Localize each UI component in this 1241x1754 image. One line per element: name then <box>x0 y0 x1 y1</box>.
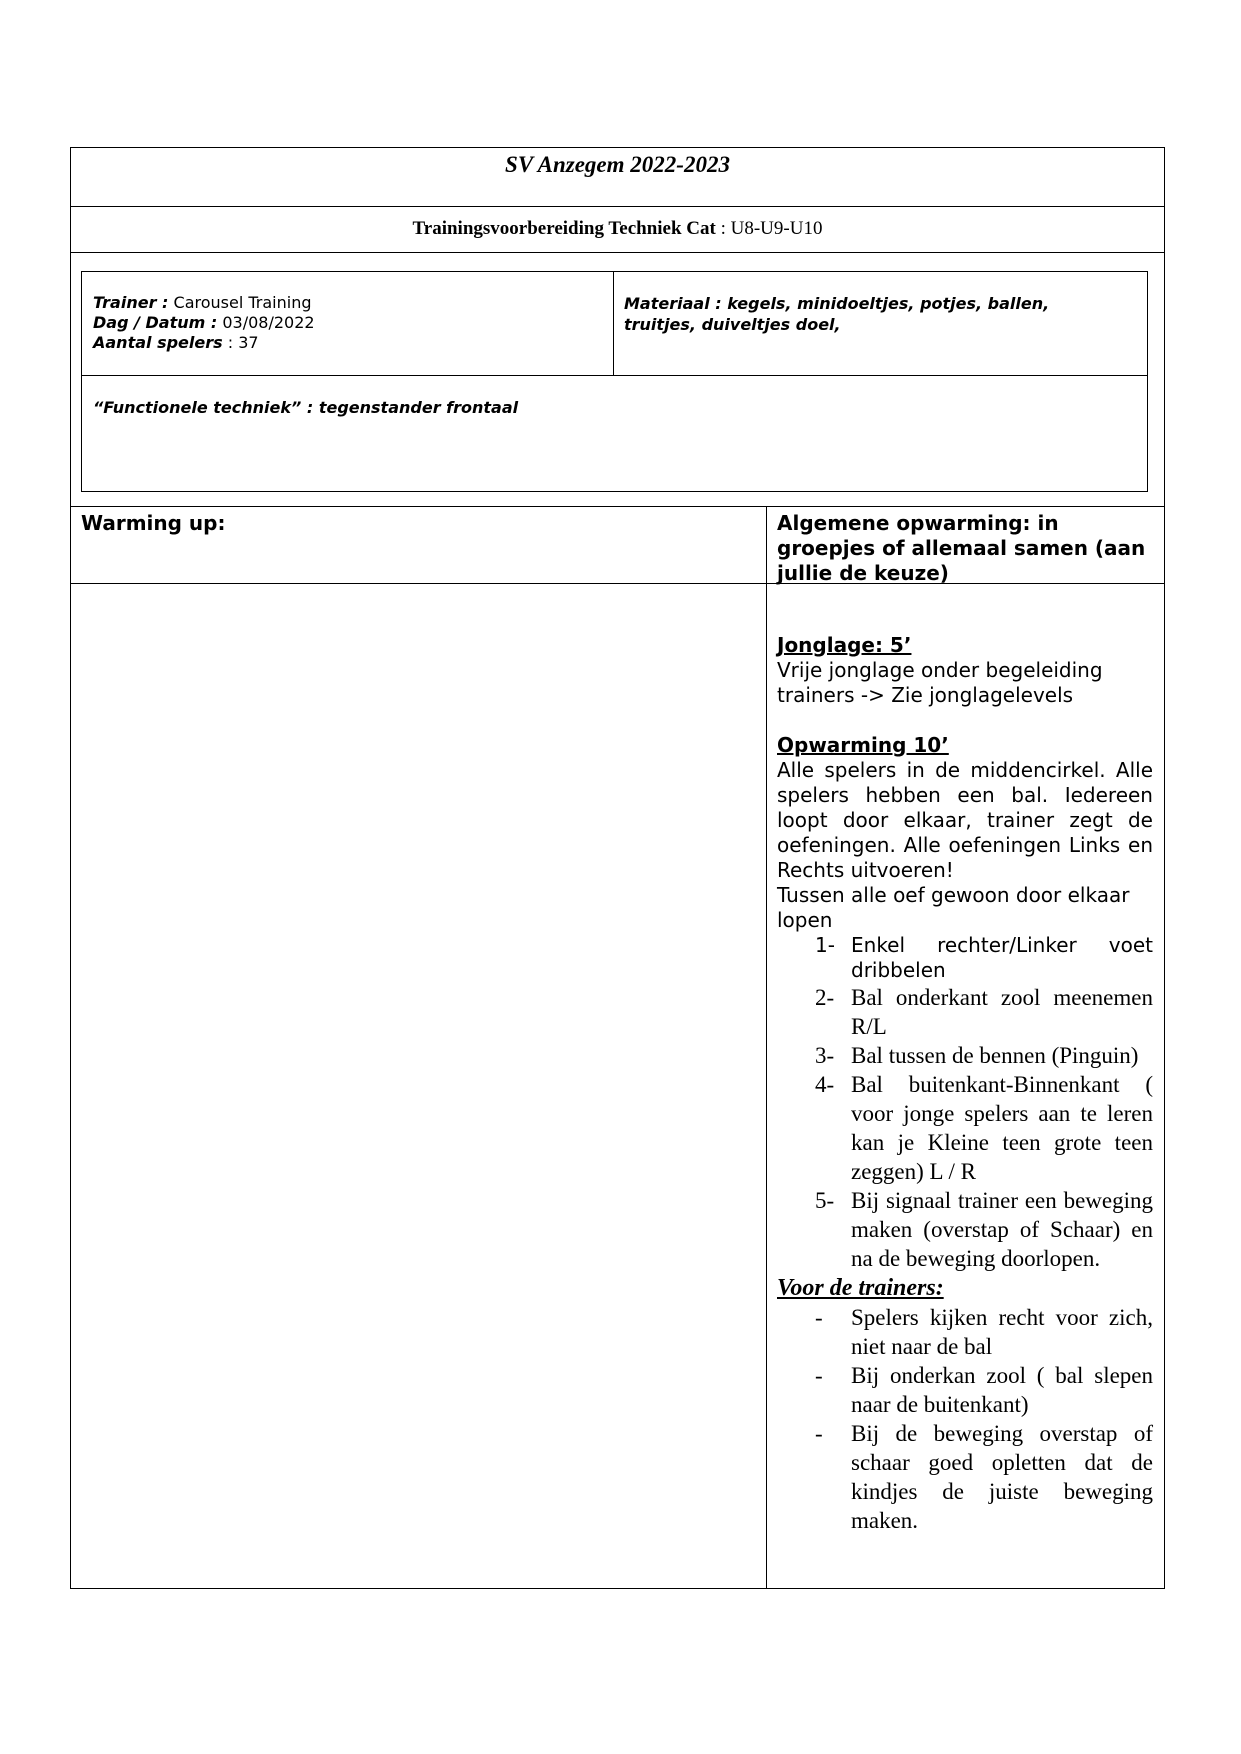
between-text: Tussen alle oef gewoon door elkaar lopen <box>777 883 1130 932</box>
divider <box>71 583 1164 584</box>
list-item <box>777 983 1153 1041</box>
material-text: Materiaal : kegels, minidoeltjes, potjes, ballen, truitjes, duiveltjes doel, <box>624 294 1050 334</box>
list-text: Spelers kijken recht voor zich, niet naar de bal <box>851 1305 1153 1359</box>
list-item <box>777 1303 1153 1361</box>
general-warmup-heading: Algemene opwarming: in groepjes of allemaal samen (aan jullie de keuze) <box>777 511 1146 585</box>
trainer-label: Trainer : <box>93 293 169 312</box>
document-title: SV Anzegem 2022-2023 <box>505 152 730 177</box>
list-text: Bij signaal trainer een beweging maken (overstap of Schaar) en na de beweging doorlopen. <box>851 1188 1153 1271</box>
jonglage-text: Vrije jonglage onder begeleiding trainers -> Zie jonglagelevels <box>777 658 1103 707</box>
jonglage-title: Jonglage: 5’ <box>777 633 912 657</box>
warmup-content <box>777 608 1153 1535</box>
list-text: Bal buitenkant-Binnenkant ( voor jonge spelers aan te leren kan je Kleine teen grote teen zeggen) L / R <box>851 1072 1153 1184</box>
trainer-value: Carousel Training <box>168 293 312 312</box>
list-bullet: - <box>815 1421 823 1446</box>
date-value: 03/08/2022 <box>217 313 315 332</box>
subtitle-label: Trainingsvoorbereiding Techniek Cat <box>412 218 716 239</box>
list-number: 4- <box>815 1072 835 1097</box>
list-text: Bij de beweging overstap of schaar goed opletten dat de kindjes de juiste beweging maken. <box>851 1421 1153 1533</box>
column-divider <box>613 272 614 375</box>
list-number: 1- <box>815 933 835 957</box>
document-subtitle <box>71 206 1164 252</box>
row-divider <box>82 375 1147 376</box>
list-text: Enkel rechter/Linker voet dribbelen <box>851 933 1153 982</box>
opwarming-title: Opwarming 10’ <box>777 733 949 757</box>
list-item <box>777 1041 1153 1070</box>
trainer-info <box>93 293 315 353</box>
subtitle-category: : U8-U9-U10 <box>715 218 823 239</box>
list-item <box>777 933 1153 983</box>
list-bullet: - <box>815 1363 823 1388</box>
column-divider <box>766 506 767 1588</box>
info-box <box>81 271 1148 492</box>
training-form-table <box>70 147 1165 1589</box>
list-text: Bij onderkan zool ( bal slepen naar de buitenkant) <box>851 1363 1153 1417</box>
list-item <box>777 1070 1153 1186</box>
trainer-row <box>93 293 315 313</box>
list-bullet: - <box>815 1305 823 1330</box>
list-text: Bal tussen de bennen (Pinguin) <box>851 1043 1139 1068</box>
divider <box>71 252 1164 253</box>
list-item <box>777 1419 1153 1535</box>
trainer-notes-list <box>777 1303 1153 1535</box>
exercise-list <box>777 983 1153 1273</box>
list-number: 5- <box>815 1188 835 1213</box>
players-row <box>93 333 315 353</box>
players-value: : 37 <box>222 333 259 352</box>
warming-up-label: Warming up: <box>81 511 226 535</box>
divider <box>71 506 1164 507</box>
trainers-title: Voor de trainers: <box>777 1275 944 1301</box>
list-text: Bal onderkant zool meenemen R/L <box>851 985 1153 1039</box>
players-label: Aantal spelers <box>93 333 223 352</box>
opwarming-text: Alle spelers in de middencirkel. Alle spelers hebben een bal. Iedereen loopt door elkaar, trainer zegt de oefeningen. Alle oefeningen Links en Rechts uitvoeren! <box>777 758 1153 882</box>
list-number: 3- <box>815 1043 835 1068</box>
theme-text: “Functionele techniek” : tegenstander frontaal <box>93 398 519 417</box>
date-label: Dag / Datum : <box>93 313 218 332</box>
exercise-list-first <box>777 933 1153 983</box>
list-number: 2- <box>815 985 835 1010</box>
list-item <box>777 1186 1153 1273</box>
date-row <box>93 313 315 333</box>
list-item <box>777 1361 1153 1419</box>
